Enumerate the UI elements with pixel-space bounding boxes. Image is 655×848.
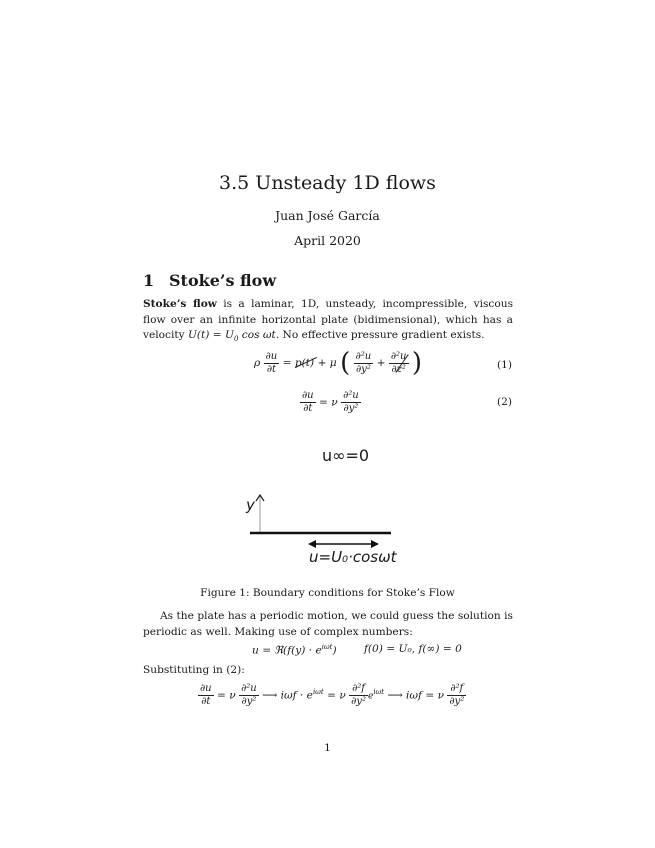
final-frac-1 — [239, 683, 259, 708]
eq2-lhs-den: ∂t — [303, 403, 313, 414]
final-f2-den: ∂y² — [351, 696, 366, 707]
document-title: 3.5 Unsteady 1D flows — [219, 172, 436, 194]
eq1-lhs-num: ∂u — [265, 350, 278, 362]
eq2-rhs-fraction — [341, 390, 361, 415]
document-date: April 2020 — [294, 233, 361, 248]
intro-math-sub: 0 — [233, 335, 239, 344]
eq1-equals: = — [282, 357, 292, 369]
page-number: 1 — [324, 742, 331, 754]
final-eq-nu-2: = ν — [327, 689, 346, 702]
final-frac-2 — [349, 683, 368, 708]
eq1-t2-num: ∂²u — [390, 350, 407, 362]
final-exp-2: iωt — [373, 687, 385, 696]
complex-eq-left: u = ℜ(f(y) · e — [252, 644, 322, 657]
eq1-t1-num: ∂²u — [355, 350, 372, 362]
final-lhs-den: ∂t — [201, 696, 211, 707]
figure-top-label: u∞=0 — [322, 446, 370, 465]
equation-1-number: (1) — [497, 359, 513, 371]
section-heading — [143, 271, 276, 290]
eq1-t2-den: ∂z² — [391, 363, 406, 375]
section-title: Stoke’s flow — [169, 271, 277, 290]
eq2-equals-nu: = ν — [319, 396, 338, 409]
final-f3-den: ∂y² — [449, 696, 465, 707]
final-lhs-fraction — [198, 683, 214, 708]
final-f1-num: ∂²u — [241, 683, 257, 694]
intro-paragraph — [143, 297, 513, 348]
complex-equation — [252, 643, 337, 657]
intro-math-main: U(t) = U — [187, 329, 234, 341]
section-number: 1 — [143, 271, 155, 290]
figure-y-label: y — [246, 496, 255, 514]
velocity-arrow-left-head — [308, 540, 316, 548]
intro-math — [187, 329, 276, 344]
final-equation: $\frac{\partial u}{\partial t}$ = ν $\frac{\text{∂²u}}{\text{∂y²}}$ ⟶ $i\omega f \cdot e^{i\omega t} = \nu$ $\frac{\text{∂²f}}{\text{∂y²}}$ $e^{i\omega t}$ ⟶ iωf = ν $\frac{\text{∂²f}}{\text{∂y²}}$ — [200, 683, 465, 707]
periodic-paragraph: As the plate has a periodic motion, we could guess the solution is periodic as well. Making use of complex numbers: — [143, 610, 513, 638]
eq1-t1-den: ∂y² — [356, 363, 371, 375]
eq1-plus-mu: + μ — [317, 357, 337, 369]
eq1-plus: + — [376, 357, 386, 369]
figure-caption: Figure 1: Boundary conditions for Stoke’s Flow — [200, 587, 455, 599]
eq1-term2-fraction — [389, 351, 409, 376]
intro-text-1: is a laminar, 1D, unsteady, incompressible, viscous flow over an infinite horizontal plate (bidimensional), which has a velocity — [143, 298, 514, 341]
eq1-rho: ρ — [254, 357, 261, 369]
author-name: Juan José García — [275, 208, 380, 223]
eq1-pressure-term — [295, 357, 314, 369]
eq1-lhs-fraction — [264, 351, 280, 376]
complex-eq-exponent: iωt — [321, 643, 333, 651]
equation-2-number: (2) — [497, 396, 513, 408]
final-f3-num: ∂²f — [447, 683, 466, 696]
eq2-rhs-num: ∂²u — [343, 390, 359, 401]
final-arrow-1: ⟶ iωf · e — [262, 689, 313, 702]
final-eq-nu: = ν — [217, 689, 236, 702]
intro-math-tail: cos ωt — [238, 329, 276, 341]
substituting-text: Substituting in (2): — [143, 664, 245, 676]
boundary-conditions: f(0) = U₀, f(∞) = 0 — [364, 643, 462, 655]
equation-1 — [254, 348, 422, 378]
velocity-arrow-right-head — [371, 540, 379, 548]
eq2-lhs-fraction — [300, 390, 316, 415]
final-exp-1: iωt — [312, 687, 324, 696]
complex-eq-close: ) — [332, 644, 337, 657]
final-frac-3 — [447, 683, 466, 708]
eq2-rhs-den: ∂y² — [343, 403, 359, 414]
figure-diagram — [240, 488, 400, 548]
eq2-lhs-num: ∂u — [302, 390, 314, 401]
equation-2 — [300, 390, 361, 415]
final-f1-den: ∂y² — [241, 696, 257, 707]
eq1-pressure-text: p(t) — [294, 357, 315, 369]
intro-text-2: . No effective pressure gradient exists. — [275, 329, 485, 341]
final-arrow-2: ⟶ iωf = ν — [387, 689, 445, 702]
final-f2-num: ∂²f — [349, 683, 368, 696]
eq1-right-paren: ) — [411, 348, 423, 378]
eq1-lhs-den: ∂t — [266, 363, 277, 375]
eq1-term1-fraction — [354, 351, 374, 376]
final-lhs-num: ∂u — [200, 683, 212, 694]
intro-bold-term: Stoke’s flow — [143, 298, 217, 310]
eq1-left-paren: ( — [340, 348, 351, 378]
figure-bottom-label: u=U₀·cosωt — [309, 548, 397, 566]
